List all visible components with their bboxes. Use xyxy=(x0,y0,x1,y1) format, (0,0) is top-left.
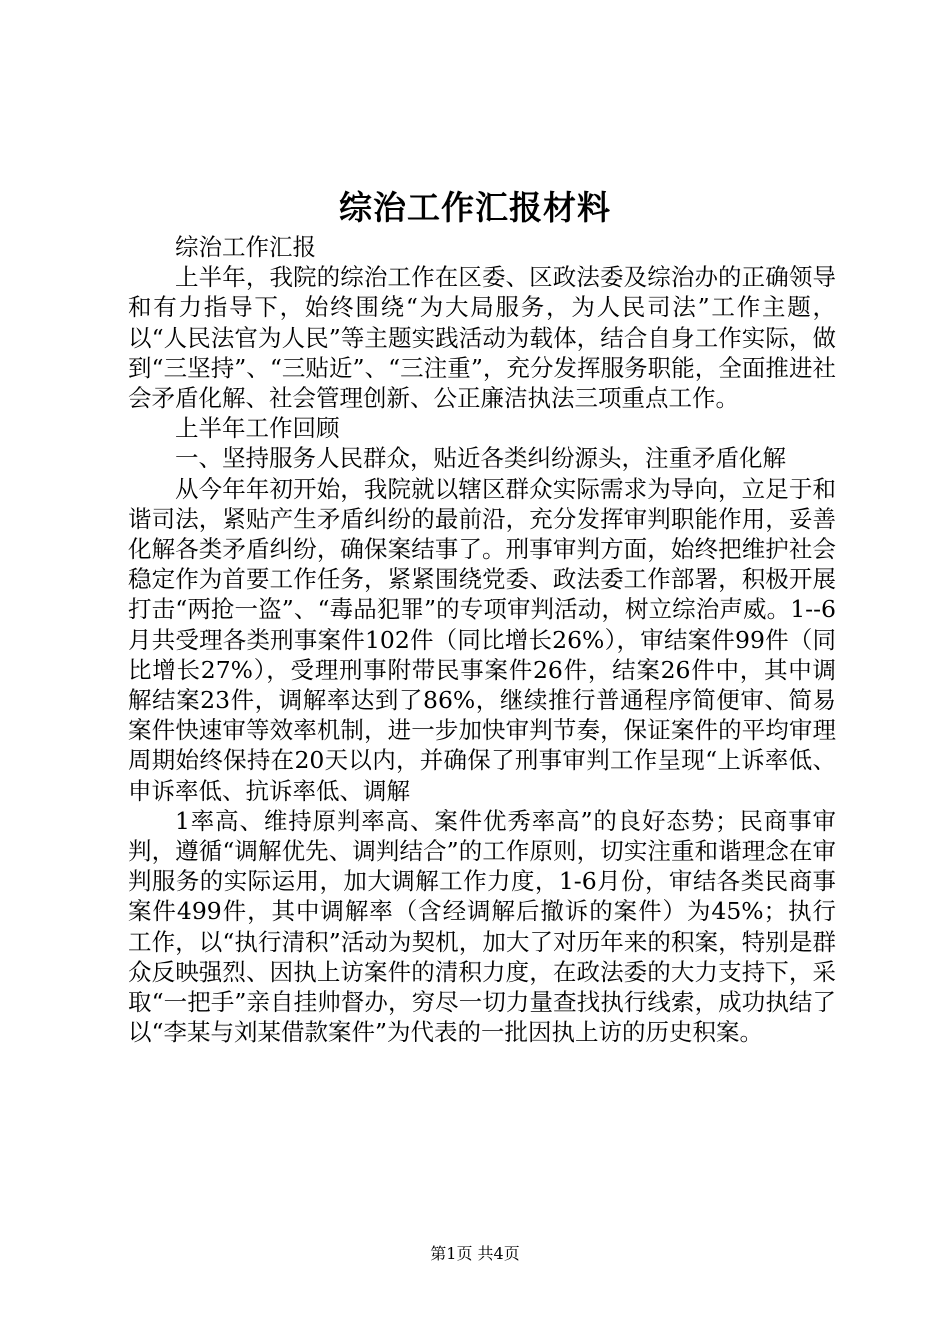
paragraph: 1率高、维持原判率高、案件优秀率高”的良好态势；民商事审判，遵循“调解优先、调判结合”的工作原则，切实注重和谐理念在审判服务的实际运用，加大调解工作力度，1-6月份，审结各类民商事案件499件，其中调解率（含经调解后撤诉的案件）为45%；执行工作，以“执行清积”活动为契机，加大了对历年来的积案，特别是群众反映强烈、因执上访案件的清积力度，在政法委的大力支持下，采取“一把手”亲自挂帅督办，穷尽一切力量查找执行线索，成功执结了以“李某与刘某借款案件”为代表的一批因执上访的历史积案。 xyxy=(128,806,836,1047)
page-number-footer: 第1页 共4页 xyxy=(430,1244,520,1263)
paragraph-heading: 综治工作汇报 xyxy=(175,233,316,261)
subsection-heading: 一、坚持服务人民群众，贴近各类纠纷源头，注重矛盾化解 xyxy=(175,444,786,473)
paragraph: 从今年年初开始，我院就以辖区群众实际需求为导向，立足于和谐司法，紧贴产生矛盾纠纷的最前沿，充分发挥审判职能作用，妥善化解各类矛盾纠纷，确保案结事了。刑事审判方面，始终把维护社会稳定作为首要工作任务，紧紧围绕党委、政法委工作部署，积极开展打击“两抢一盗”、“毒品犯罪”的专项审判活动，树立综治声威。1--6月共受理各类刑事案件102件（同比增长26%），审结案件99件（同比增长27%），受理刑事附带民事案件26件，结案26件中，其中调解结案23件，调解率达到了86%，继续推行普通程序简便审、简易案件快速审等效率机制，进一步加快审判节奏，保证案件的平均审理周期始终保持在20天以内，并确保了刑事审判工作呈现“上诉率低、申诉率低、抗诉率低、调解 xyxy=(128,474,836,805)
paragraph: 上半年，我院的综治工作在区委、区政法委及综治办的正确领导和有力指导下，始终围绕“为大局服务，为人民司法”工作主题，以“人民法官为人民”等主题实践活动为载体，结合自身工作实际，做到“三坚持”、“三贴近”、“三注重”，充分发挥服务职能，全面推进社会矛盾化解、社会管理创新、公正廉洁执法三项重点工作。 xyxy=(128,263,836,413)
document-body xyxy=(128,232,836,1047)
section-heading: 上半年工作回顾 xyxy=(175,414,340,443)
document-title: 综治工作汇报材料 xyxy=(339,188,611,227)
